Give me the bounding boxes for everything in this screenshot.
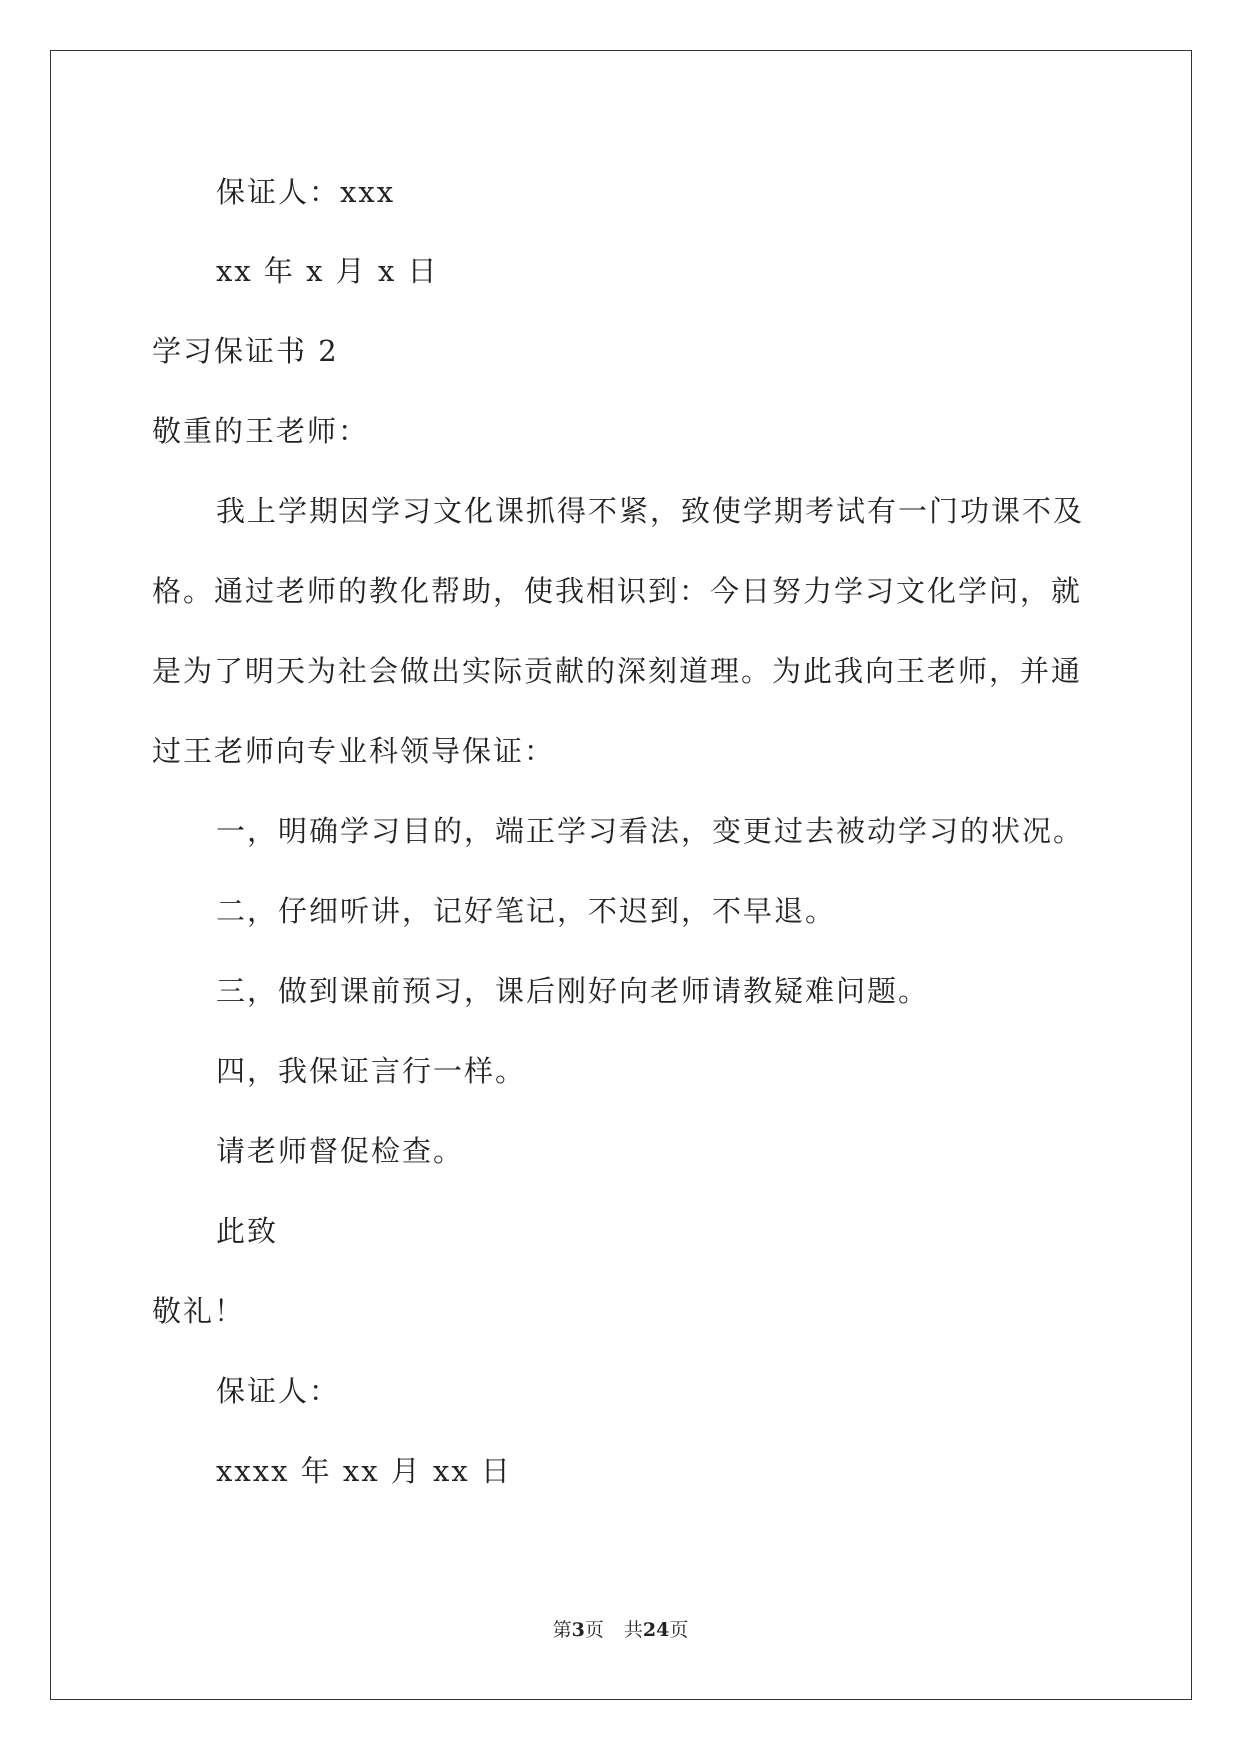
- total-pages: 24: [642, 1619, 670, 1641]
- guarantor-line-1: 保证人：xxx: [216, 175, 396, 209]
- date-line-1: xx 年 x 月 x 日: [216, 254, 439, 288]
- total-suffix: 页: [669, 1619, 689, 1641]
- paragraph-line: 格。通过老师的教化帮助，使我相识到：今日努力学习文化学问，就: [152, 574, 1083, 608]
- total-prefix: 共: [623, 1619, 643, 1641]
- request-line: 请老师督促检查。: [216, 1134, 465, 1168]
- page-suffix: 页: [584, 1619, 604, 1641]
- closing-line: 此致: [216, 1214, 279, 1248]
- closing-salute: 敬礼！: [152, 1294, 246, 1328]
- page-number: 3: [571, 1619, 585, 1641]
- pledge-item-1: 一，明确学习目的，端正学习看法，变更过去被动学习的状况。: [216, 814, 1085, 848]
- guarantor-line-2: 保证人：: [216, 1374, 341, 1408]
- salutation: 敬重的王老师：: [152, 414, 370, 448]
- paragraph-line: 过王老师向专业科领导保证：: [152, 734, 556, 768]
- pledge-item-3: 三，做到课前预习，课后刚好向老师请教疑难问题。: [216, 974, 930, 1008]
- page-footer: [0, 1616, 1241, 1644]
- paragraph-line: 是为了明天为社会做出实际贡献的深刻道理。为此我向王老师，并通: [152, 654, 1083, 688]
- paragraph-line: 我上学期因学习文化课抓得不紧，致使学期考试有一门功课不及: [216, 494, 1085, 528]
- pledge-item-2: 二，仔细听讲，记好笔记，不迟到，不早退。: [216, 894, 837, 928]
- date-line-2: xxxx 年 xx 月 xx 日: [216, 1454, 512, 1488]
- section-title: 学习保证书 2: [152, 334, 339, 368]
- page-prefix: 第: [552, 1619, 572, 1641]
- pledge-item-4: 四，我保证言行一样。: [216, 1054, 527, 1088]
